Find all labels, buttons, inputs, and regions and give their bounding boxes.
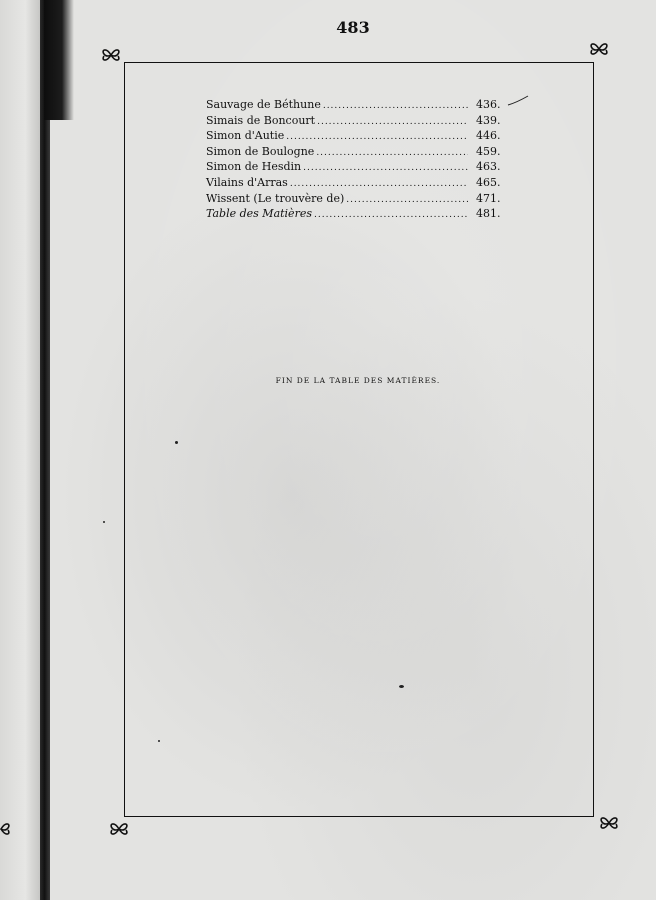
- fleuron-icon: [598, 812, 620, 834]
- ink-speck: [399, 685, 404, 688]
- toc-entry-page: 481.: [476, 207, 501, 221]
- toc-entry-title: Simon de Hesdin: [206, 160, 302, 174]
- fleuron-icon: [0, 818, 12, 840]
- fleuron-icon: [108, 818, 130, 840]
- toc-entry-page: 459.: [476, 144, 501, 158]
- dot-leader: [312, 210, 468, 220]
- fleuron-icon: [100, 44, 122, 66]
- dot-leader: [315, 117, 468, 127]
- dot-leader: [301, 163, 468, 173]
- book-gutter: [40, 0, 50, 900]
- toc-entry-page: 465.: [476, 175, 501, 189]
- page-number: 483: [336, 18, 370, 37]
- toc-entry-title: Simon de Boulogne: [206, 144, 315, 158]
- toc-entry-page: 471.: [476, 191, 501, 205]
- toc-entry: [206, 129, 508, 145]
- toc-entry: [206, 160, 508, 176]
- ink-speck: [103, 521, 105, 523]
- toc-entry-page: 463.: [476, 160, 501, 174]
- toc-entry-page: 436.: [476, 98, 501, 111]
- toc-entry-title: Vilains d'Arras: [206, 175, 288, 189]
- table-of-contents: [206, 98, 508, 223]
- dot-leader: [284, 132, 468, 142]
- toc-entry-page: 446.: [476, 129, 501, 143]
- toc-entry: [206, 114, 508, 130]
- dot-leader: [314, 148, 468, 158]
- toc-entry: [206, 98, 508, 114]
- ink-speck: [175, 441, 178, 444]
- ink-speck: [158, 740, 160, 742]
- dot-leader: [321, 101, 468, 111]
- toc-entry-title: Simais de Boncourt: [206, 113, 316, 127]
- toc-entry: [206, 145, 508, 161]
- toc-entry-title: Table des Matières: [206, 207, 312, 221]
- pen-mark: [507, 95, 529, 107]
- fleuron-icon: [588, 38, 610, 60]
- toc-entry-title: Simon d'Autie: [206, 129, 285, 143]
- toc-entry-title: Sauvage de Béthune: [206, 98, 321, 111]
- toc-entry-page: 439.: [476, 113, 501, 127]
- dot-leader: [288, 179, 468, 189]
- toc-entry-title: Wissent (Le trouvère de): [206, 191, 345, 205]
- toc-entry: [206, 207, 508, 223]
- toc-entry: [206, 192, 508, 208]
- end-note: FIN DE LA TABLE DES MATIÈRES.: [275, 376, 441, 385]
- dot-leader: [344, 195, 468, 205]
- toc-entry: [206, 176, 508, 192]
